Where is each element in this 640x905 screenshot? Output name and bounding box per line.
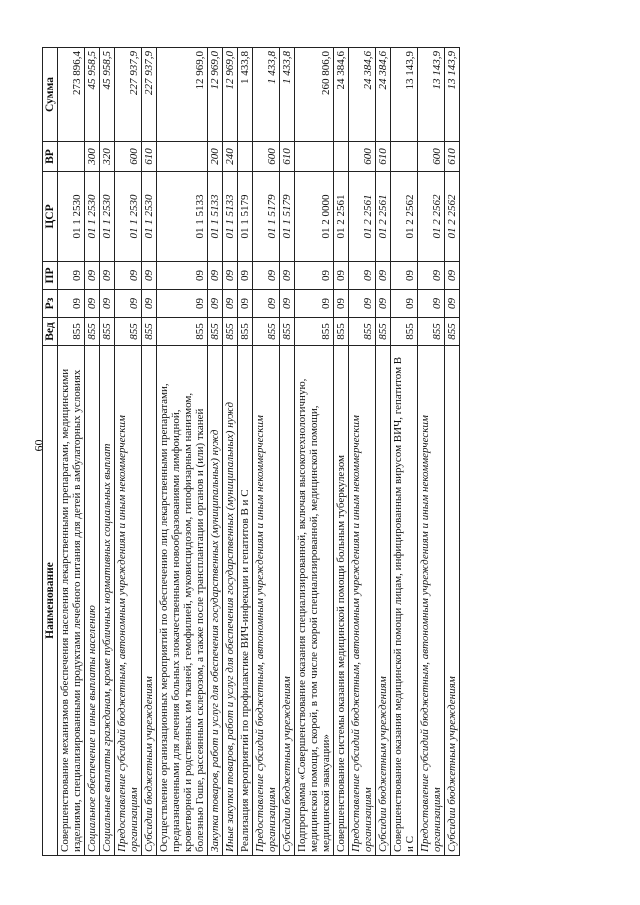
cell-name: Предоставление субсидий бюджетным, автономным учреждениям и иным некоммерческим организациям <box>349 346 376 856</box>
cell-csr: 01 1 5133 <box>157 172 208 262</box>
cell-vr: 610 <box>280 142 295 172</box>
cell-csr: 01 1 5133 <box>223 172 238 262</box>
cell-sum: 227 937,9 <box>115 48 142 142</box>
table-row <box>349 48 376 856</box>
cell-csr: 01 1 2530 <box>115 172 142 262</box>
table-row <box>100 48 115 856</box>
cell-vr: 600 <box>349 142 376 172</box>
cell-name: Закупка товаров, работ и услуг для обеспечения государственных (муниципальных) нужд <box>208 346 223 856</box>
cell-sum: 12 969,0 <box>223 48 238 142</box>
cell-ved: 855 <box>115 318 142 346</box>
cell-rz: 09 <box>334 290 349 318</box>
cell-sum: 12 969,0 <box>208 48 223 142</box>
cell-ved: 855 <box>157 318 208 346</box>
table-row <box>253 48 280 856</box>
cell-ved: 855 <box>295 318 334 346</box>
table-row <box>238 48 253 856</box>
header-csr: ЦСР <box>43 172 58 262</box>
cell-ved: 855 <box>100 318 115 346</box>
cell-vr: 300 <box>85 142 100 172</box>
cell-pr: 09 <box>334 262 349 290</box>
cell-vr <box>157 142 208 172</box>
cell-name: Совершенствование механизмов обеспечения населения лекарственными препаратами, медицинскими изделиями, специализированными продуктами лечебного питания для детей в амбулаторных условиях <box>58 346 85 856</box>
cell-name: Подпрограмма «Совершенствование оказания специализированной, включая высокотехнологичную, медицинской помощи, скорой, в том числе скорой специализированной, медицинской помощи, медицинской эвакуации» <box>295 346 334 856</box>
cell-ved: 855 <box>418 318 445 346</box>
cell-csr: 01 2 2561 <box>334 172 349 262</box>
cell-name: Предоставление субсидий бюджетным, автономным учреждениям и иным некоммерческим организациям <box>418 346 445 856</box>
cell-csr: 01 1 5179 <box>238 172 253 262</box>
cell-name: Социальные выплаты гражданам, кроме публичных нормативных социальных выплат <box>100 346 115 856</box>
cell-vr: 600 <box>418 142 445 172</box>
cell-pr: 09 <box>157 262 208 290</box>
cell-pr: 09 <box>208 262 223 290</box>
cell-name: Субсидии бюджетным учреждениям <box>280 346 295 856</box>
cell-ved: 855 <box>142 318 157 346</box>
cell-ved: 855 <box>85 318 100 346</box>
table-row <box>295 48 334 856</box>
cell-csr: 01 1 5179 <box>253 172 280 262</box>
cell-pr: 09 <box>349 262 376 290</box>
table-row <box>208 48 223 856</box>
cell-rz: 09 <box>142 290 157 318</box>
cell-pr: 09 <box>100 262 115 290</box>
cell-ved: 855 <box>280 318 295 346</box>
cell-pr: 09 <box>376 262 391 290</box>
cell-sum: 24 384,6 <box>376 48 391 142</box>
cell-rz: 09 <box>208 290 223 318</box>
cell-csr: 01 1 2530 <box>100 172 115 262</box>
cell-csr: 01 1 5179 <box>280 172 295 262</box>
cell-ved: 855 <box>208 318 223 346</box>
cell-pr: 09 <box>253 262 280 290</box>
cell-pr: 09 <box>295 262 334 290</box>
cell-sum: 24 384,6 <box>334 48 349 142</box>
cell-sum: 13 143,9 <box>418 48 445 142</box>
cell-sum: 273 896,4 <box>58 48 85 142</box>
cell-rz: 09 <box>280 290 295 318</box>
cell-ved: 855 <box>391 318 418 346</box>
cell-ved: 855 <box>334 318 349 346</box>
cell-name: Предоставление субсидий бюджетным, автономным учреждениям и иным некоммерческим организациям <box>115 346 142 856</box>
cell-csr: 01 2 2562 <box>445 172 460 262</box>
cell-rz: 09 <box>391 290 418 318</box>
budget-table <box>42 47 460 856</box>
table-row <box>334 48 349 856</box>
table-row <box>376 48 391 856</box>
header-vr: ВР <box>43 142 58 172</box>
cell-name: Совершенствование системы оказания медицинской помощи больным туберкулезом <box>334 346 349 856</box>
cell-pr: 09 <box>445 262 460 290</box>
table-row <box>418 48 445 856</box>
cell-rz: 09 <box>100 290 115 318</box>
cell-rz: 09 <box>349 290 376 318</box>
cell-vr: 600 <box>253 142 280 172</box>
cell-sum: 13 143,9 <box>391 48 418 142</box>
cell-ved: 855 <box>349 318 376 346</box>
cell-vr <box>58 142 85 172</box>
cell-vr: 600 <box>115 142 142 172</box>
cell-csr: 01 1 2530 <box>85 172 100 262</box>
cell-pr: 09 <box>280 262 295 290</box>
cell-rz: 09 <box>223 290 238 318</box>
cell-ved: 855 <box>223 318 238 346</box>
table-row <box>115 48 142 856</box>
table-row <box>142 48 157 856</box>
cell-pr: 09 <box>142 262 157 290</box>
cell-name: Осуществление организационных мероприятий по обеспечению лиц лекарственными препаратами, предназначенными для лечения больных злокачественными новообразованиями лимфоидной, кроветворной и родственных им тканей, гемофилией, муковисцидозом, гипофизарным нанизмом, болезнью Гоше, рассеянным склерозом, а также после трансплантации органов и (или) тканей <box>157 346 208 856</box>
cell-csr: 01 1 2530 <box>142 172 157 262</box>
cell-pr: 09 <box>58 262 85 290</box>
cell-vr <box>238 142 253 172</box>
cell-sum: 24 384,6 <box>349 48 376 142</box>
cell-rz: 09 <box>85 290 100 318</box>
cell-csr: 01 1 2530 <box>58 172 85 262</box>
cell-name: Совершенствование оказания медицинской помощи лицам, инфицированным вирусом ВИЧ, гепатитом В и С <box>391 346 418 856</box>
table-row <box>58 48 85 856</box>
cell-name: Субсидии бюджетным учреждениям <box>376 346 391 856</box>
cell-pr: 09 <box>391 262 418 290</box>
cell-vr <box>334 142 349 172</box>
cell-vr <box>295 142 334 172</box>
cell-rz: 09 <box>253 290 280 318</box>
table-row <box>85 48 100 856</box>
cell-vr: 200 <box>208 142 223 172</box>
cell-csr: 01 2 2562 <box>391 172 418 262</box>
cell-pr: 09 <box>223 262 238 290</box>
cell-vr: 240 <box>223 142 238 172</box>
header-row <box>43 48 58 856</box>
table-row <box>445 48 460 856</box>
header-ved: Вед <box>43 318 58 346</box>
cell-name: Субсидии бюджетным учреждениям <box>445 346 460 856</box>
cell-pr: 09 <box>115 262 142 290</box>
cell-sum: 260 806,0 <box>295 48 334 142</box>
page-number: 60 <box>31 439 46 452</box>
cell-pr: 09 <box>238 262 253 290</box>
cell-rz: 09 <box>115 290 142 318</box>
cell-ved: 855 <box>238 318 253 346</box>
cell-csr: 01 2 2561 <box>349 172 376 262</box>
cell-name: Иные закупки товаров, работ и услуг для обеспечения государственных (муниципальных) нужд <box>223 346 238 856</box>
cell-ved: 855 <box>376 318 391 346</box>
cell-sum: 12 969,0 <box>157 48 208 142</box>
cell-sum: 1 433,8 <box>253 48 280 142</box>
cell-sum: 1 433,8 <box>280 48 295 142</box>
budget-table-rotated <box>42 48 598 856</box>
cell-vr: 610 <box>445 142 460 172</box>
table-body <box>58 48 460 856</box>
cell-name: Реализация мероприятий по профилактике ВИЧ-инфекции и гепатитов В и С <box>238 346 253 856</box>
cell-csr: 01 2 2561 <box>376 172 391 262</box>
cell-rz: 09 <box>445 290 460 318</box>
cell-sum: 13 143,9 <box>445 48 460 142</box>
table-row <box>391 48 418 856</box>
cell-vr: 610 <box>376 142 391 172</box>
cell-rz: 09 <box>295 290 334 318</box>
cell-pr: 09 <box>85 262 100 290</box>
header-sum: Сумма <box>43 48 58 142</box>
cell-ved: 855 <box>58 318 85 346</box>
cell-name: Предоставление субсидий бюджетным, автономным учреждениям и иным некоммерческим организациям <box>253 346 280 856</box>
cell-sum: 45 958,5 <box>100 48 115 142</box>
cell-rz: 09 <box>418 290 445 318</box>
cell-rz: 09 <box>58 290 85 318</box>
cell-name: Субсидии бюджетным учреждениям <box>142 346 157 856</box>
table-row <box>157 48 208 856</box>
table-row <box>280 48 295 856</box>
cell-ved: 855 <box>445 318 460 346</box>
cell-sum: 1 433,8 <box>238 48 253 142</box>
cell-rz: 09 <box>376 290 391 318</box>
cell-csr: 01 2 0000 <box>295 172 334 262</box>
cell-sum: 227 937,9 <box>142 48 157 142</box>
cell-ved: 855 <box>253 318 280 346</box>
cell-pr: 09 <box>418 262 445 290</box>
cell-vr: 610 <box>142 142 157 172</box>
header-name: Наименование <box>43 346 58 856</box>
header-pr: ПР <box>43 262 58 290</box>
cell-name: Социальное обеспечение и иные выплаты населению <box>85 346 100 856</box>
table-row <box>223 48 238 856</box>
cell-sum: 45 958,5 <box>85 48 100 142</box>
cell-csr: 01 1 5133 <box>208 172 223 262</box>
cell-vr <box>391 142 418 172</box>
cell-rz: 09 <box>238 290 253 318</box>
cell-rz: 09 <box>157 290 208 318</box>
header-rz: Рз <box>43 290 58 318</box>
cell-csr: 01 2 2562 <box>418 172 445 262</box>
cell-vr: 320 <box>100 142 115 172</box>
